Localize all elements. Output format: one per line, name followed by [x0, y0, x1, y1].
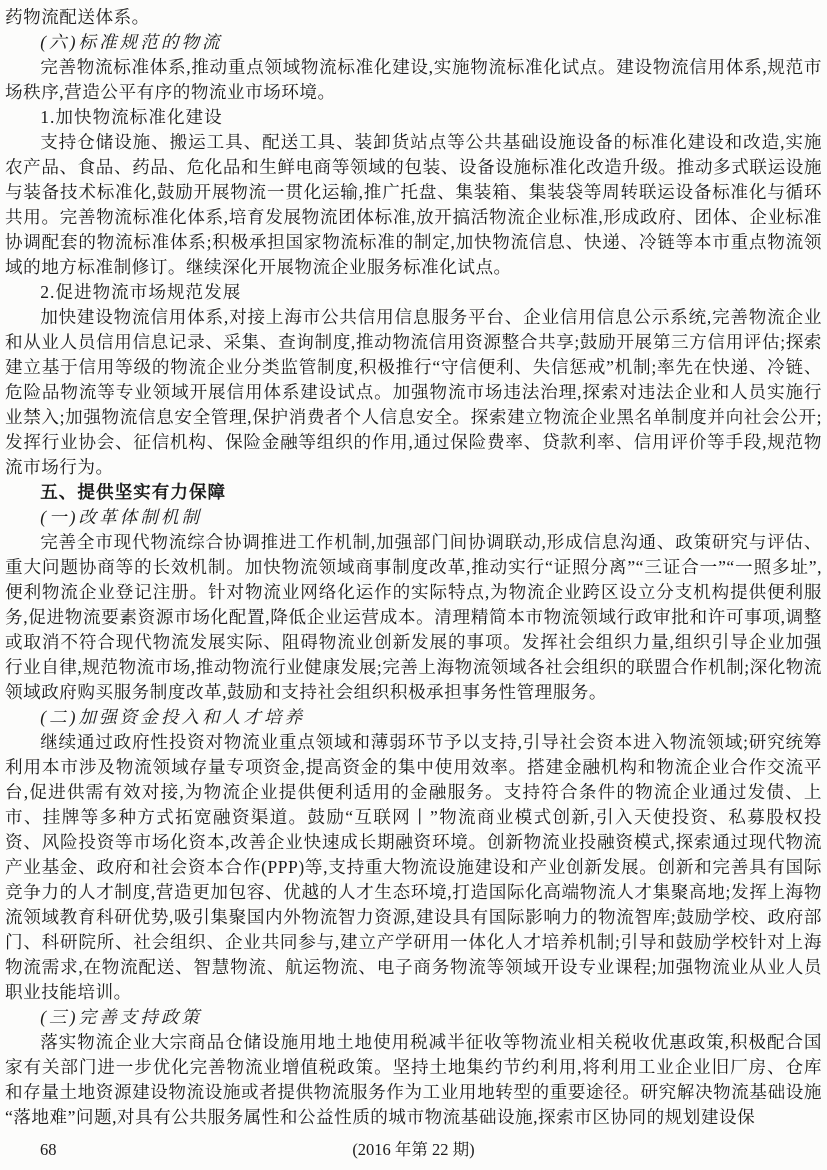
text-block-para: 加快建设物流信用体系,对接上海市公共信用信息服务平台、企业信用信息公示系统,完善物流企业和从业人员信用信息记录、采集、查询制度,推动物流信用资源整合共享;鼓励开展第三方信用评估;探索建立基于信用等级的物流企业分类监管制度,积极推行“守信便利、失信惩戒”机制;率先在快递、冷链、危险品物流等专业领域开展信用体系建设试点。加强物流市场违法治理,探索对违法企业和人员实施行业禁入;加强物流信息安全管理,保护消费者个人信息安全。探索建立物流企业黑名单制度并向社会公开;发挥行业协会、征信机构、保险金融等组织的作用,通过保险费率、贷款利率、信用评价等手段,规范物流市场行为。 — [5, 307, 822, 477]
text-block-sub_heading: 1.加快物流标准化建设 — [40, 107, 223, 127]
text-block-kai_heading: (六)标准规范的物流 — [40, 32, 223, 52]
text-block-sub_heading: 2.促进物流市场规范发展 — [40, 282, 242, 302]
page-footer — [0, 1138, 827, 1162]
page-number: 68 — [40, 1140, 57, 1159]
text-block-para: 落实物流企业大宗商品仓储设施用地土地使用税减半征收等物流业相关税收优惠政策,积极配合国家有关部门进一步优化完善物流业增值税政策。坚持土地集约节约利用,将利用工业企业旧厂房、仓库和存量土地资源建设物流设施或者提供物流服务作为工业用地转型的重要途径。研究解决物流基础设施“落地难”问题,对具有公共服务属性和公益性质的城市物流基础设施,探索市区协同的规划建设保 — [5, 1032, 822, 1127]
text-block-para: 完善物流标准体系,推动重点领域物流标准化建设,实施物流标准化试点。建设物流信用体系,规范市场秩序,营造公平有序的物流业市场环境。 — [5, 57, 822, 102]
text-block-chapter_heading: 五、提供坚实有力保障 — [40, 482, 227, 502]
text-block-para: 支持仓储设施、搬运工具、配送工具、装卸货站点等公共基础设施设备的标准化建设和改造,实施农产品、食品、药品、危化品和生鲜电商等领域的包装、设备设施标准化改造升级。推动多式联运设施与装备技术标准化,鼓励开展物流一贯化运输,推广托盘、集装箱、集装袋等周转联运设备标准化与循环共用。完善物流标准化体系,培育发展物流团体标准,放开搞活物流企业标准,形成政府、团体、企业标准协调配套的物流标准体系;积极承担国家物流标准的制定,加快物流信息、快递、冷链等本市重点物流领域的地方标准制修订。继续深化开展物流企业服务标准化试点。 — [5, 132, 822, 277]
text-block-kai_heading: (二)加强资金投入和人才培养 — [40, 707, 306, 727]
text-block-kai_heading: (一)改革体制机制 — [40, 507, 203, 527]
text-block-para: 完善全市现代物流综合协调推进工作机制,加强部门间协调联动,形成信息沟通、政策研究与评估、重大问题协商等的长效机制。加快物流领域商事制度改革,推动实行“证照分离”“三证合一”“一照多址”,便利物流企业登记注册。针对物流业网络化运作的实际特点,为物流企业跨区设立分支机构提供便利服务,促进物流要素资源市场化配置,降低企业运营成本。清理精简本市物流领域行政审批和许可事项,调整或取消不符合现代物流发展实际、阻碍物流业创新发展的事项。发挥社会组织力量,组织引导企业加强行业自律,规范物流市场,推动物流行业健康发展;完善上海物流领域各社会组织的联盟合作机制;深化物流领域政府购买服务制度改革,鼓励和支持社会组织积极承担事务性管理服务。 — [5, 532, 822, 702]
issue-label: (2016 年第 22 期) — [352, 1140, 475, 1159]
text-block-para: 继续通过政府性投资对物流业重点领域和薄弱环节予以支持,引导社会资本进入物流领域;研究统筹利用本市涉及物流领域存量专项资金,提高资金的集中使用效率。搭建金融机构和物流企业合作交流平台,促进供需有效对接,为物流企业提供便利适用的金融服务。支持符合条件的物流企业通过发债、上市、挂牌等多种方式拓宽融资渠道。鼓励“互联网丨”物流商业模式创新,引入天使投资、私募股权投资、风险投资等市场化资本,改善企业快速成长期融资环境。创新物流业投融资模式,探索通过现代物流产业基金、政府和社会资本合作(PPP)等,支持重大物流设施建设和产业创新发展。创新和完善具有国际竞争力的人才制度,营造更加包容、优越的人才生态环境,打造国际化高端物流人才集聚高地;发挥上海物流领域教育科研优势,吸引集聚国内外物流智力资源,建设具有国际影响力的物流智库;鼓励学校、政府部门、科研院所、社会组织、企业共同参与,建立产学研用一体化人才培养机制;引导和鼓励学校针对上海物流需求,在物流配送、智慧物流、航运物流、电子商务物流等领域开设专业课程;加强物流业从业人员职业技能培训。 — [5, 732, 822, 1002]
text-block-kai_heading: (三)完善支持政策 — [40, 1007, 203, 1027]
text-block-continuation: 药物流配送体系。 — [5, 7, 150, 27]
